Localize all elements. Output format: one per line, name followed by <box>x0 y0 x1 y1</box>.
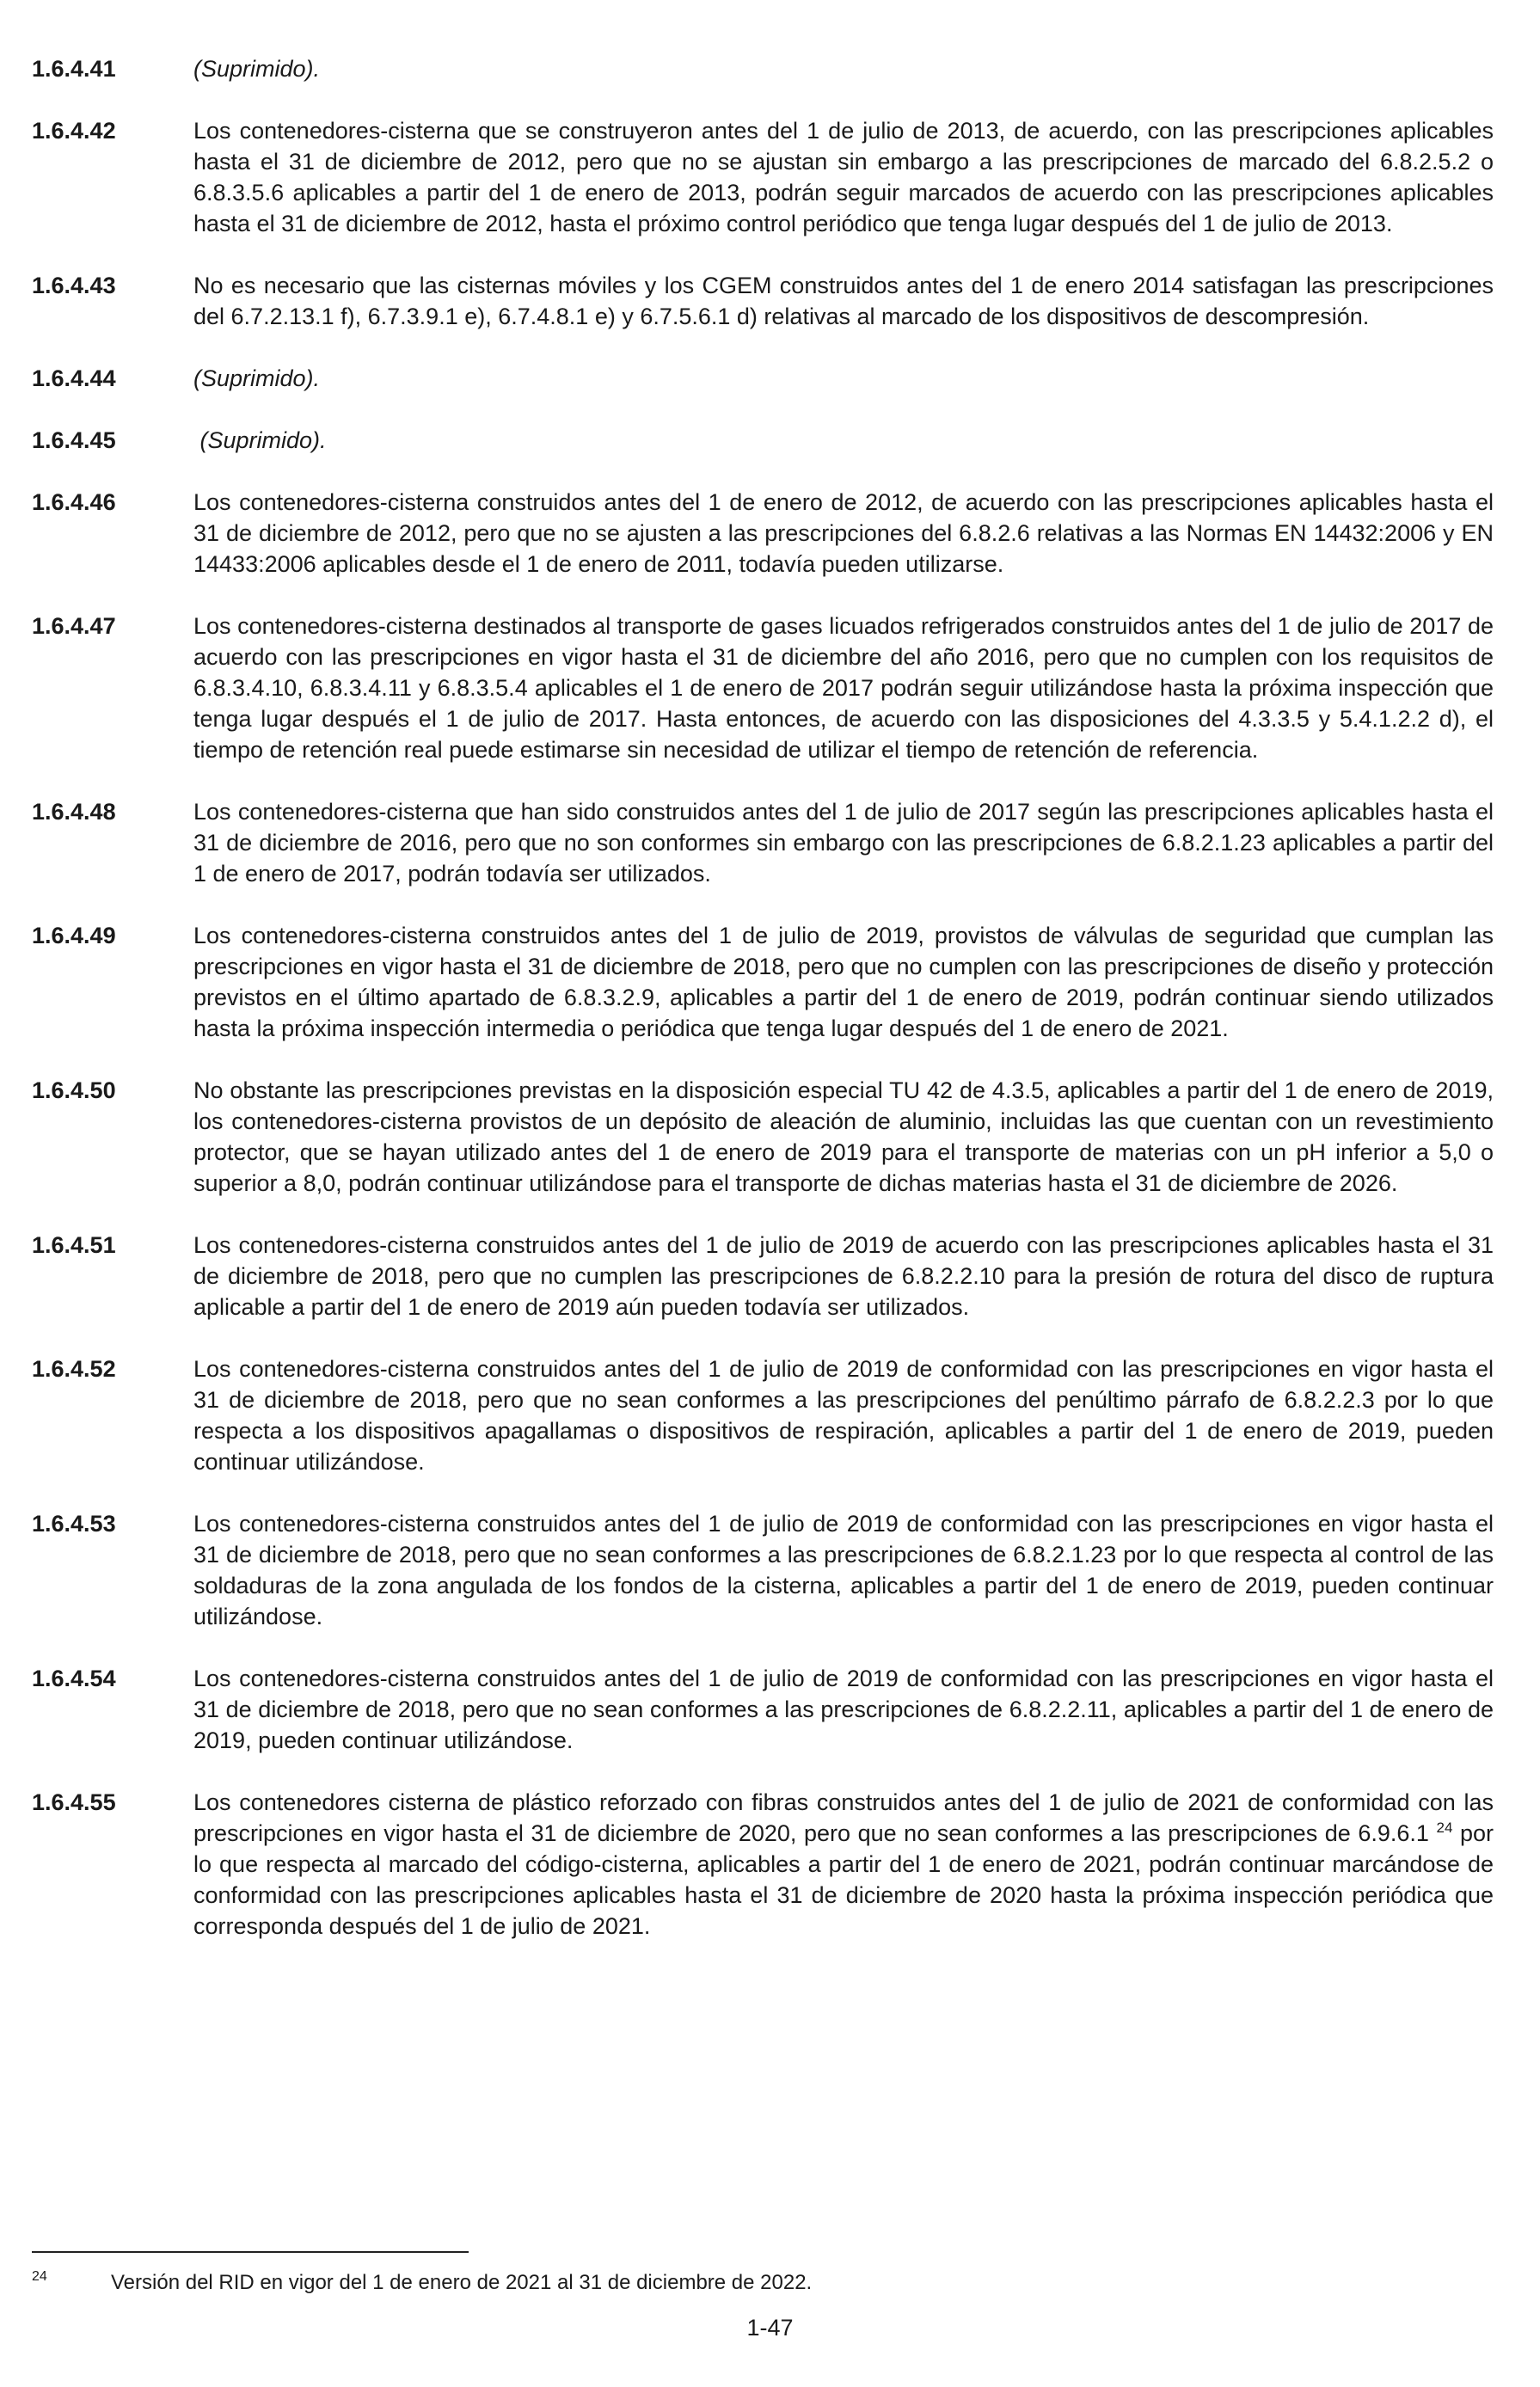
section-1-6-4-53 <box>32 1508 1494 1632</box>
section-text: Los contenedores-cisterna construidos antes del 1 de enero de 2012, de acuerdo con las prescripciones aplicables hasta el 31 de diciembre de 2012, pero que no se ajusten a las prescripciones del 6.8.2.6 relativas a las Normas EN 14432:2006 y EN 14433:2006 aplicables desde el 1 de enero de 2011, todavía pueden utilizarse. <box>193 489 1494 577</box>
section-text: Los contenedores-cisterna construidos antes del 1 de julio de 2019 de conformidad con las prescripciones en vigor hasta el 31 de diciembre de 2018, pero que no sean conformes a las prescripciones de 6.8.2.1.23 por lo que respecta al control de las soldaduras de la zona angulada de los fondos de la cisterna, aplicables a partir del 1 de enero de 2019, pueden continuar utilizándose. <box>193 1511 1494 1629</box>
section-text: No obstante las prescripciones previstas en la disposición especial TU 42 de 4.3.5, aplicables a partir del 1 de enero de 2019, los contenedores-cisterna provistos de un depósito de aleación de aluminio, incluidas las que cuentan con un revestimiento protector, que se hayan utilizado antes del 1 de enero de 2019 para el transporte de materias con un pH inferior a 5,0 o superior a 8,0, podrán continuar utilizándose para el transporte de dichas materias hasta el 31 de diciembre de 2026. <box>193 1077 1494 1196</box>
section-text: Los contenedores-cisterna que se construyeron antes del 1 de julio de 2013, de acuerdo, con las prescripciones aplicables hasta el 31 de diciembre de 2012, pero que no se ajustan sin embargo a las prescripciones de marcado del 6.8.2.5.2 o 6.8.3.5.6 aplicables a partir del 1 de enero de 2013, podrán seguir marcados de acuerdo con las prescripciones aplicables hasta el 31 de diciembre de 2012, hasta el próximo control periódico que tenga lugar después del 1 de julio de 2013. <box>193 118 1494 236</box>
section-text: Los contenedores-cisterna destinados al transporte de gases licuados refrigerados construidos antes del 1 de julio de 2017 de acuerdo con las prescripciones en vigor hasta el 31 de diciembre del año 2016, pero que no cumplen con los requisitos de 6.8.3.4.10, 6.8.3.4.11 y 6.8.3.5.4 aplicables el 1 de enero de 2017 podrán seguir utilizándose hasta la próxima inspección que tenga lugar después el 1 de julio de 2017. Hasta entonces, de acuerdo con las disposiciones del 4.3.3.5 y 5.4.1.2.2 d), el tiempo de retención real puede estimarse sin necesidad de utilizar el tiempo de retención de referencia. <box>193 613 1494 763</box>
section-number: 1.6.4.53 <box>32 1511 116 1537</box>
section-text <box>193 1787 1494 1942</box>
section-text: Los contenedores-cisterna construidos antes del 1 de julio de 2019 de acuerdo con las prescripciones aplicables hasta el 31 de diciembre de 2018, pero que no cumplen las prescripciones de 6.8.2.2.10 para la presión de rotura del disco de ruptura aplicable a partir del 1 de enero de 2019 aún pueden todavía ser utilizados. <box>193 1232 1494 1320</box>
section-number: 1.6.4.51 <box>32 1232 116 1258</box>
section-number: 1.6.4.52 <box>32 1356 116 1382</box>
section-text: Los contenedores-cisterna construidos antes del 1 de julio de 2019, provistos de válvulas de seguridad que cumplan las prescripciones en vigor hasta el 31 de diciembre de 2018, pero que no cumplen con las prescripciones de diseño y protección previstos en el último apartado de 6.8.3.2.9, aplicables a partir del 1 de enero de 2019, podrán continuar siendo utilizados hasta la próxima inspección intermedia o periódica que tenga lugar después del 1 de enero de 2021. <box>193 923 1494 1041</box>
section-1-6-4-42 <box>32 115 1494 239</box>
section-number: 1.6.4.49 <box>32 923 116 948</box>
section-1-6-4-54 <box>32 1663 1494 1756</box>
section-1-6-4-55 <box>32 1787 1494 1942</box>
section-1-6-4-46 <box>32 487 1494 580</box>
footnote-separator <box>32 2251 469 2253</box>
footnote-reference[interactable]: 24 <box>1436 1819 1453 1836</box>
section-1-6-4-47 <box>32 611 1494 765</box>
section-1-6-4-43 <box>32 270 1494 332</box>
section-text: Los contenedores-cisterna construidos antes del 1 de julio de 2019 de conformidad con las prescripciones en vigor hasta el 31 de diciembre de 2018, pero que no sean conformes a las prescripciones de 6.8.2.2.11, aplicables a partir del 1 de enero de 2019, pueden continuar utilizándose. <box>193 1666 1494 1753</box>
section-1-6-4-50 <box>32 1075 1494 1199</box>
footnote-mark: 24 <box>32 2269 47 2284</box>
section-number: 1.6.4.41 <box>32 56 116 82</box>
section-text: Los contenedores-cisterna construidos antes del 1 de julio de 2019 de conformidad con las prescripciones en vigor hasta el 31 de diciembre de 2018, pero que no sean conformes a las prescripciones del penúltimo párrafo de 6.8.2.2.3 por lo que respecta a los dispositivos apagallamas o dispositivos de respiración, aplicables a partir del 1 de enero de 2019, pueden continuar utilizándose. <box>193 1356 1494 1475</box>
section-text-part: por lo que respecta al marcado del código-cisterna, aplicables a partir del 1 de enero de 2021, podrán continuar marcándose de conformidad con las prescripciones aplicables hasta el 31 de diciembre de 2020 hasta la próxima inspección periódica que corresponda después del 1 de julio de 2021. <box>193 1820 1494 1939</box>
section-1-6-4-44 <box>32 363 1494 394</box>
section-text: (Suprimido). <box>193 56 321 82</box>
section-text: (Suprimido). <box>193 365 321 391</box>
section-number: 1.6.4.50 <box>32 1077 116 1103</box>
section-text: Los contenedores-cisterna que han sido construidos antes del 1 de julio de 2017 según las prescripciones aplicables hasta el 31 de diciembre de 2016, pero que no son conformes sin embargo con las prescripciones de 6.8.2.1.23 aplicables a partir del 1 de enero de 2017, podrán todavía ser utilizados. <box>193 799 1494 887</box>
section-number: 1.6.4.43 <box>32 273 116 298</box>
section-text: (Suprimido). <box>193 427 327 453</box>
section-number: 1.6.4.48 <box>32 799 116 825</box>
section-number: 1.6.4.45 <box>32 427 116 453</box>
section-text: No es necesario que las cisternas móviles y los CGEM construidos antes del 1 de enero 2014 satisfagan las prescripciones del 6.7.2.13.1 f), 6.7.3.9.1 e), 6.7.4.8.1 e) y 6.7.5.6.1 d) relativas al marcado de los dispositivos de descompresión. <box>193 273 1494 329</box>
section-number: 1.6.4.54 <box>32 1666 116 1691</box>
section-1-6-4-52 <box>32 1353 1494 1477</box>
section-number: 1.6.4.42 <box>32 118 116 144</box>
sections-list <box>32 53 1494 1973</box>
section-text-part: Los contenedores cisterna de plástico reforzado con fibras construidos antes del 1 de julio de 2021 de conformidad con las prescripciones en vigor hasta el 31 de diciembre de 2020, pero que no sean conformes a las prescripciones de 6.9.6.1 <box>193 1789 1494 1846</box>
footnote-text: Versión del RID en vigor del 1 de enero de 2021 al 31 de diciembre de 2022. <box>111 2271 813 2294</box>
section-number: 1.6.4.46 <box>32 489 116 515</box>
footnote <box>32 2270 1494 2296</box>
section-number: 1.6.4.47 <box>32 613 116 639</box>
section-1-6-4-41 <box>32 53 1494 84</box>
section-number: 1.6.4.44 <box>32 365 116 391</box>
section-1-6-4-45 <box>32 425 1494 456</box>
section-1-6-4-49 <box>32 920 1494 1044</box>
section-1-6-4-48 <box>32 796 1494 889</box>
page-number: 1-47 <box>746 2315 794 2341</box>
section-number: 1.6.4.55 <box>32 1789 116 1815</box>
section-1-6-4-51 <box>32 1230 1494 1322</box>
